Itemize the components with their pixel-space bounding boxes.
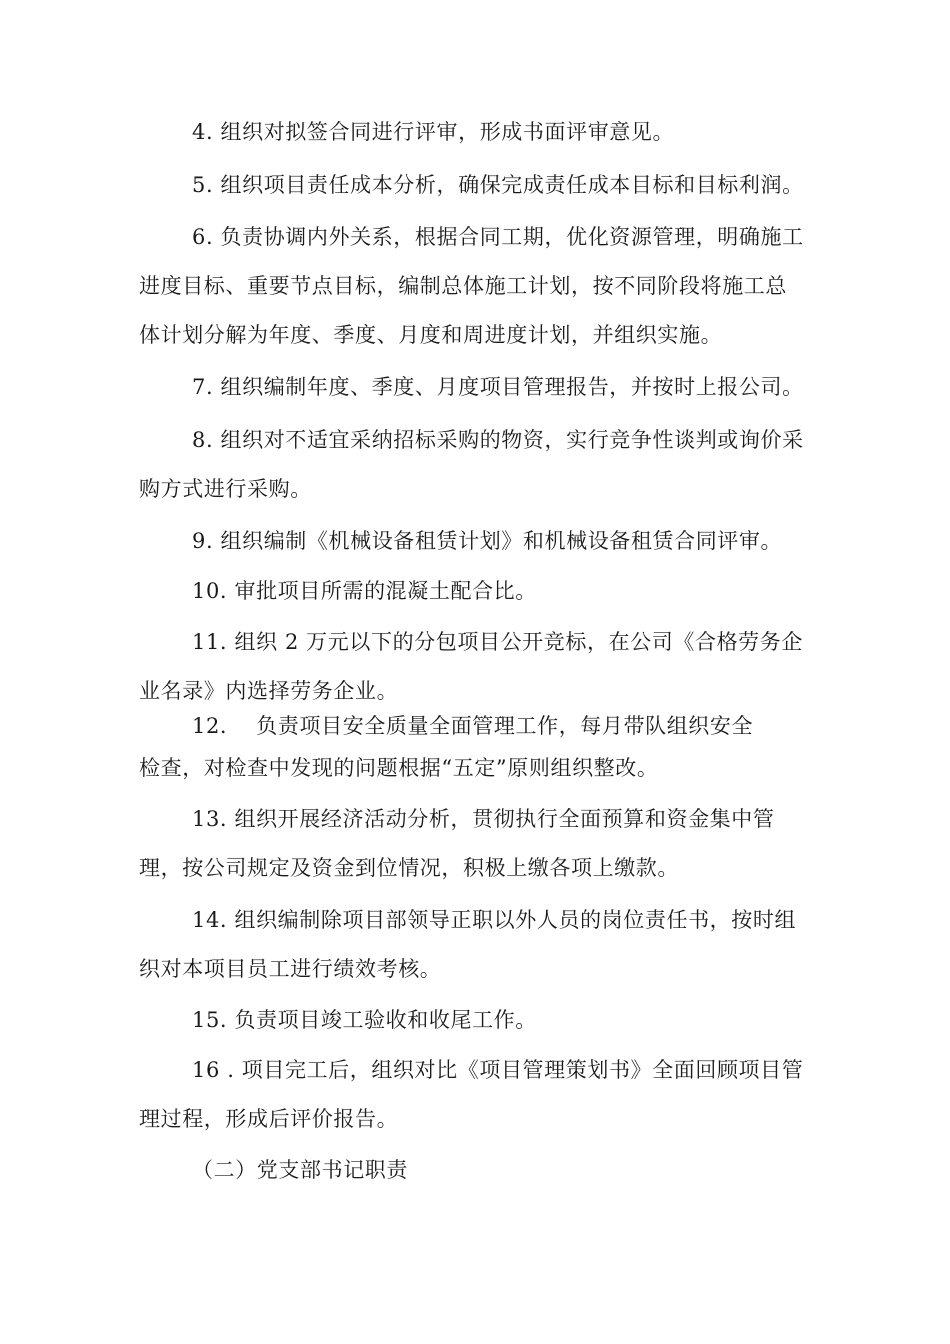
- item-5-line-1: 5. 组织项目责任成本分析，确保完成责任成本目标和目标利润。: [192, 173, 804, 197]
- item-6-line-2: 进度目标、重要节点目标，编制总体施工计划，按不同阶段将施工总: [139, 274, 787, 298]
- section-heading: （二）党支部书记职责: [192, 1158, 408, 1182]
- item-14-line-1: 14. 组织编制除项目部领导正职以外人员的岗位责任书，按时组: [192, 908, 797, 932]
- item-13-line-2: 理，按公司规定及资金到位情况，积极上缴各项上缴款。: [139, 856, 679, 880]
- item-4-line-1: 4. 组织对拟签合同进行评审，形成书面评审意见。: [192, 120, 675, 144]
- item-12-line-1: 12. 负责项目安全质量全面管理工作，每月带队组织安全: [192, 714, 754, 738]
- item-11-line-2: 业名录》内选择劳务企业。: [139, 679, 399, 703]
- item-6-line-3: 体计划分解为年度、季度、月度和周进度计划，并组织实施。: [139, 323, 723, 347]
- item-8-line-1: 8. 组织对不适宜采纳招标采购的物资，实行竞争性谈判或询价采: [192, 428, 804, 452]
- item-9-line-1: 9. 组织编制《机械设备租赁计划》和机械设备租赁合同评审。: [192, 529, 783, 553]
- item-8-line-2: 购方式进行采购。: [139, 477, 312, 501]
- item-11-line-1: 11. 组织 2 万元以下的分包项目公开竞标，在公司《合格劳务企: [192, 630, 803, 654]
- item-6-line-1: 6. 负责协调内外关系，根据合同工期，优化资源管理，明确施工: [192, 225, 804, 249]
- item-16-line-2: 理过程，形成后评价报告。: [139, 1107, 399, 1131]
- item-12-line-2: 检查，对检查中发现的问题根据“五定”原则组织整改。: [139, 756, 659, 780]
- item-14-line-2: 织对本项目员工进行绩效考核。: [139, 957, 442, 981]
- item-15-line-1: 15. 负责项目竣工验收和收尾工作。: [192, 1008, 537, 1032]
- item-13-line-1: 13. 组织开展经济活动分析，贯彻执行全面预算和资金集中管: [192, 807, 775, 831]
- item-7-line-1: 7. 组织编制年度、季度、月度项目管理报告，并按时上报公司。: [192, 375, 804, 399]
- item-16-line-1: 16 . 项目完工后，组织对比《项目管理策划书》全面回顾项目管: [192, 1058, 804, 1082]
- item-10-line-1: 10. 审批项目所需的混凝土配合比。: [192, 579, 537, 603]
